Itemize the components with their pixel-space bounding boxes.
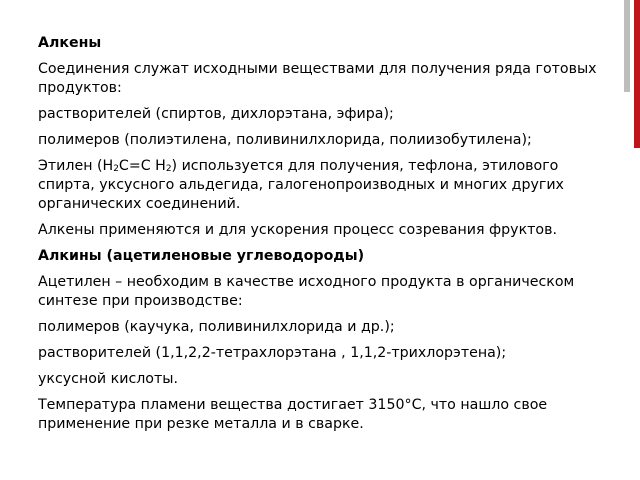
decorative-edge-bar-red	[634, 0, 640, 148]
subscript-2-first: 2	[113, 164, 119, 174]
paragraph-fruit-ripening: Алкены применяются и для ускорения процесс созревания фруктов.	[38, 222, 557, 238]
slide-text-body	[38, 34, 600, 441]
decorative-edge-bar-grey	[624, 0, 630, 92]
ethylene-text-part-1: Этилен (H	[38, 158, 114, 174]
paragraph-flame-temperature: Температура пламени вещества достигает 3150°С, что нашло свое применение при резке металла и в сварке.	[38, 397, 548, 432]
ethylene-text-part-2: C=C H	[118, 158, 166, 174]
heading-alkenes: Алкены	[38, 35, 102, 51]
paragraph-polymers: полимеров (полиэтилена, поливинилхлорида, полиизобутилена);	[38, 132, 532, 148]
paragraph-acetylene: Ацетилен – необходим в качестве исходного продукта в органическом синтезе при производстве:	[38, 274, 575, 309]
paragraph-solvents-chloro: растворителей (1,1,2,2-тетрахлорэтана , 1,1,2-трихлорэтена);	[38, 345, 507, 361]
paragraph-acetic-acid: уксусной кислоты.	[38, 371, 178, 387]
heading-alkynes: Алкины (ацетиленовые углеводороды)	[38, 248, 365, 264]
paragraph-ethylene	[38, 157, 600, 214]
paragraph-polymers-rubber: полимеров (каучука, поливинилхлорида и др.);	[38, 319, 395, 335]
ethylene-text-part-3: ) используется для получения, тефлона, этилового спирта, уксусного альдегида, галогенопроизводных и многих других органических соединений.	[38, 158, 564, 212]
subscript-2-second: 2	[165, 164, 172, 174]
paragraph-alkenes-uses: Соединения служат исходными веществами для получения ряда готовых продуктов:	[38, 61, 597, 96]
paragraph-solvents: растворителей (спиртов, дихлорэтана, эфира);	[38, 106, 394, 122]
